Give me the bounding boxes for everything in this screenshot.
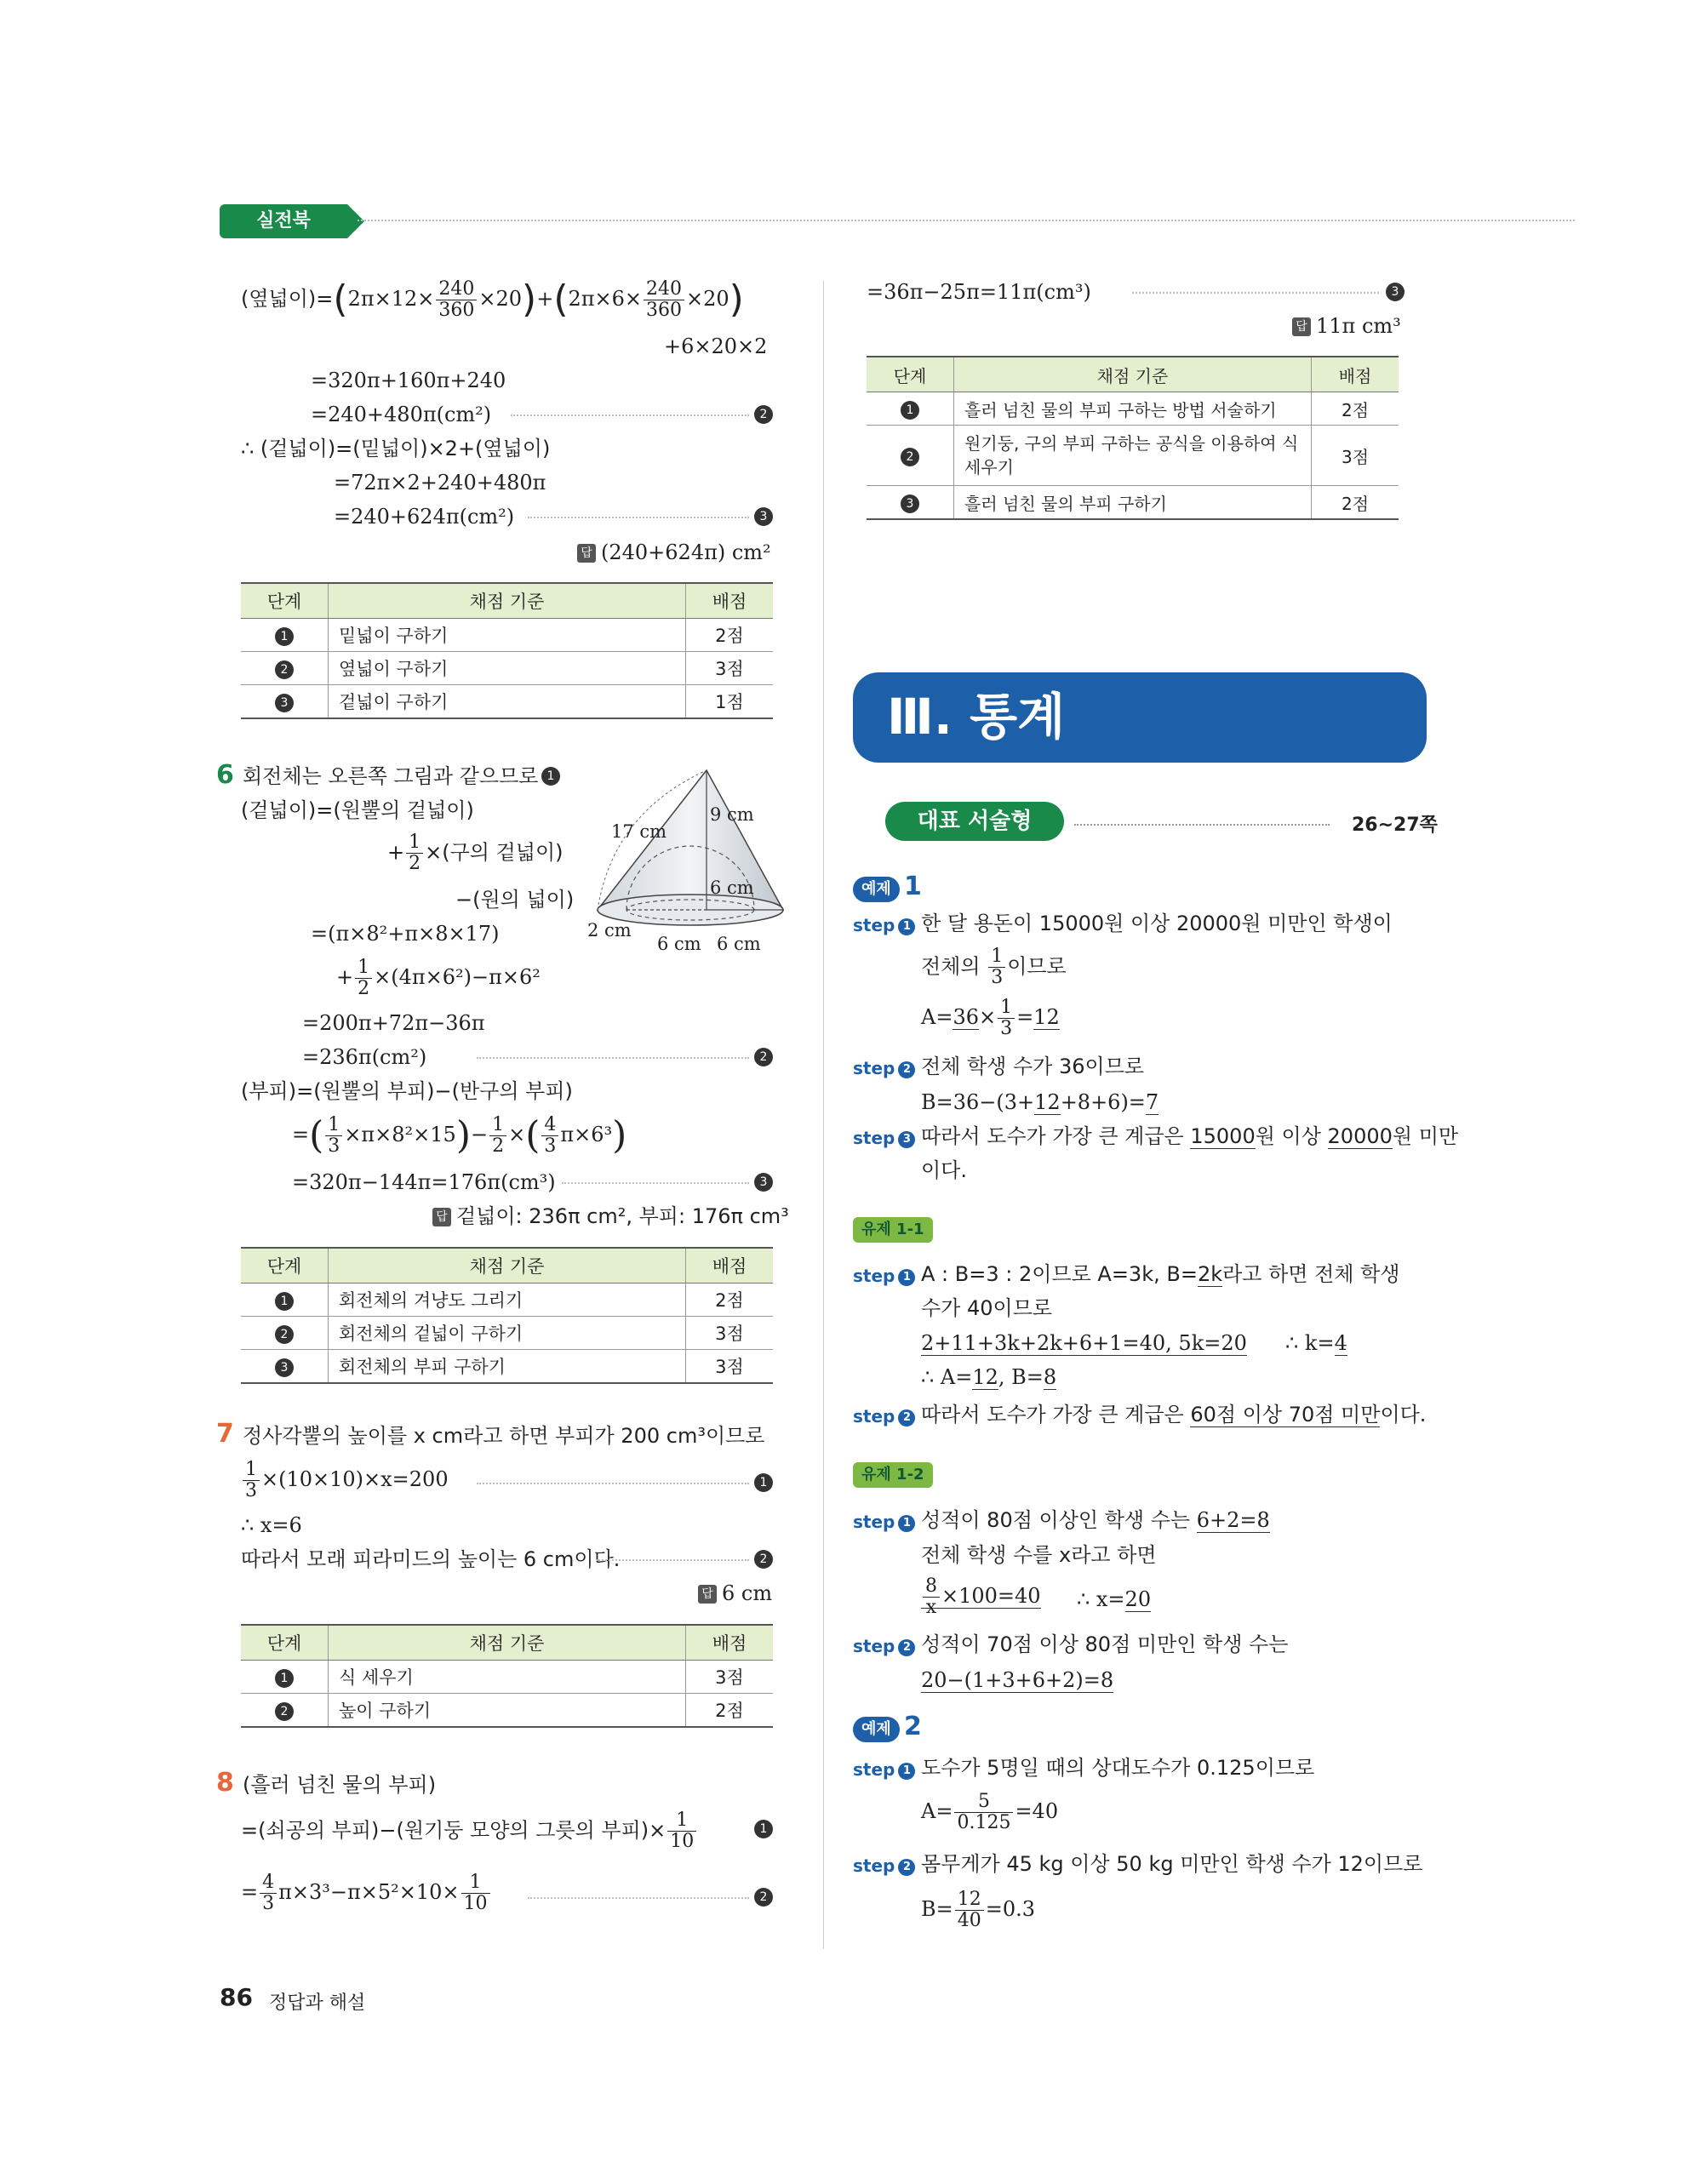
fig-label-radius: 6 cm [710,878,754,898]
yu12-s2-line2: 20−(1+3+6+2)=8 [921,1668,1114,1692]
table-row: 2 옆넓이 구하기 3점 [241,652,773,685]
p5-line3: =320π+160π+240 [311,369,506,392]
p8-score-table [867,356,1399,520]
fig-label-slant: 17 cm [611,821,667,842]
p8-cont-line1: =36π−25π=11π(cm³) [867,280,1091,304]
table-header: 배점 [686,583,774,619]
p7-line1: 정사각뿔의 높이를 x cm라고 하면 부피가 200 cm³이므로 [243,1424,765,1448]
table-header: 채점 기준 [329,1625,686,1661]
p6-line10: =( $\frac{1}{3}$ ×π×8²×15)− $\frac{1}{2}$ ×( $\frac{4}{3}$ π×6³) [292,1113,627,1158]
table-header: 단계 [241,1625,329,1661]
ex1-s1-line2: 전체의 $\frac{1}{3}$ 이므로 [921,946,1067,988]
answer-icon: 답 [432,1208,451,1226]
p6-line5: =(π×8²+π×8×17) [311,922,500,946]
p5-line4: =240+480π(cm²) [311,403,492,426]
dotted-leader [477,1483,749,1484]
ex1-s1-line1: 한 달 용돈이 15000원 이상 20000원 미만인 학생이 [921,912,1393,935]
p7-line3: ∴ x=6 [241,1513,302,1537]
ex1-s3-line1: 따라서 도수가 가장 큰 계급은 15000원 이상 20000원 미만 [921,1124,1459,1148]
table-row: 1 회전체의 겨냥도 그리기 2점 [241,1284,773,1317]
dotted-leader [562,1182,749,1184]
table-header: 채점 기준 [329,583,686,619]
p7-line4: 따라서 모래 피라미드의 높이는 6 cm이다. [241,1547,621,1571]
step-mark: 3 [754,507,773,526]
step-label: step 2 [853,1855,915,1876]
table-header: 단계 [241,583,329,619]
p6-line2: (겉넓이)=(원뿔의 겉넓이) [241,798,474,822]
yu11-s1-line4: ∴ A=12, B=8 [921,1365,1057,1389]
representative-heading: 대표 서술형 [885,802,1064,841]
step-mark: 2 [754,1888,773,1907]
p6-line8: =236π(cm²) [302,1045,427,1069]
dotted-leader [1132,292,1379,294]
yu12-s1-line3b: ∴ x=20 [1077,1587,1152,1611]
ex1-s3-line2: 이다. [921,1158,967,1182]
page-range: 26~27쪽 [1352,815,1438,836]
dotted-leader [477,1057,749,1059]
ex2-s2-line1: 몸무게가 45 kg 이상 50 kg 미만인 학생 수가 12이므로 [921,1852,1423,1876]
ex1-s1-line3: A=36× $\frac{1}{3}$ =12 [921,997,1060,1039]
ex2-s1-line2: A= $\frac{5}{0.125}$ =40 [921,1791,1059,1833]
table-header: 채점 기준 [329,1248,686,1284]
p7-answer: 답 6 cm [698,1579,772,1608]
p6-line11: =320π−144π=176π(cm³) [292,1170,556,1194]
problem-number: 8 [216,1768,234,1798]
example-number: 2 [904,1712,922,1741]
yu11-s1-line2: 수가 40이므로 [921,1296,1053,1320]
step-mark: 3 [754,1173,773,1192]
fig-label-height: 9 cm [710,804,754,825]
yu12-s1-line1: 성적이 80점 이상인 학생 수는 6+2=8 [921,1508,1270,1532]
dotted-rule [1074,824,1330,826]
yu12-s1-line2: 전체 학생 수를 x라고 하면 [921,1543,1157,1567]
fig-label-base2: 6 cm [717,934,761,954]
table-row: 2 높이 구하기 2점 [241,1694,773,1728]
p6-line9: (부피)=(원뿔의 부피)−(반구의 부피) [241,1079,573,1103]
table-header: 배점 [686,1248,774,1284]
example-badge: 예제 [853,877,900,902]
chapter-title: Ⅲ. 통계 [887,688,1066,746]
p5-line6: =72π×2+240+480π [334,471,546,495]
step-mark: 2 [754,1048,773,1066]
example-badge: 예제 [853,1717,900,1742]
table-row: 1 흘러 넘친 물의 부피 구하는 방법 서술하기 2점 [867,392,1399,426]
answer-icon: 답 [1292,317,1311,336]
step-label: step 1 [853,1512,915,1532]
dotted-leader [528,517,749,518]
p5-score-table [241,582,773,719]
table-header: 배점 [1312,357,1399,392]
dotted-leader [528,1897,749,1899]
table-row: 3 겉넓이 구하기 1점 [241,685,773,719]
chapter-banner [853,672,1427,763]
step-mark: 1 [754,1820,773,1838]
step-label: step 3 [853,1128,915,1148]
ex2-s2-line2: B= $\frac{12}{40}$ =0.3 [921,1889,1036,1931]
p8-line2: =(쇠공의 부피)−(원기둥 모양의 그릇의 부피)× $\frac{1}{10}$ [241,1810,698,1852]
step-mark: 1 [754,1473,773,1492]
table-row: 1 식 세우기 3점 [241,1661,773,1694]
table-header: 채점 기준 [954,357,1312,392]
table-row: 1 밑넓이 구하기 2점 [241,619,773,652]
p8-line3: = $\frac{4}{3}$ π×3³−π×5²×10× $\frac{1}{10}$ [241,1872,492,1914]
footer-label: 정답과 해설 [269,1992,366,2014]
table-header: 단계 [241,1248,329,1284]
problem-number: 7 [216,1419,234,1449]
p6-line3: + $\frac{1}{2}$ ×(구의 겉넓이) [387,832,564,874]
answer-icon: 답 [577,544,596,563]
table-header: 배점 [686,1625,774,1661]
p5-line5: ∴ (겉넓이)=(밑넓이)×2+(옆넓이) [241,437,551,460]
table-row: 2 원기둥, 구의 부피 구하는 공식을 이용하여 식 세우기 3점 [867,426,1399,486]
p6-answer: 답 겉넓이: 236π cm², 부피: 176π cm³ [432,1202,789,1231]
p6-line7: =200π+72π−36π [302,1011,485,1035]
dotted-leader [511,415,749,416]
fig-label-left: 2 cm [587,920,632,940]
answer-icon: 답 [698,1585,717,1604]
dotted-leader [596,1559,749,1561]
p5-answer: 답 (240+624π) cm² [577,538,771,567]
yu11-s1-line3: 2+11+3k+2k+6+1=40, 5k=20 [921,1331,1247,1355]
step-mark: 3 [1386,283,1405,301]
p8-line1: (흘러 넘친 물의 부피) [243,1773,437,1797]
step-label: step 2 [853,1636,915,1656]
p6-line1: 회전체는 오른쪽 그림과 같으므로 [243,764,539,788]
step-label: step 2 [853,1406,915,1426]
yu12-s1-line3: $\frac{8}{x}$ ×100=40 [921,1576,1041,1618]
exercise-badge: 유제 1-1 [853,1217,933,1243]
header-dotted-rule [358,220,1575,221]
p7-line2: $\frac{1}{3}$ ×(10×10)×x=200 [241,1460,449,1501]
yu12-s2-line1: 성적이 70점 이상 80점 미만인 학생 수는 [921,1632,1289,1656]
column-separator [823,281,824,1949]
yu11-s2-line1: 따라서 도수가 가장 큰 계급은 60점 이상 70점 미만이다. [921,1403,1427,1426]
section-tab: 실전북 [220,204,347,238]
p6-line4: −(원의 넓이) [455,888,575,912]
step-label: step 1 [853,915,915,935]
step-mark: 2 [754,405,773,424]
step-label: step 1 [853,1266,915,1286]
p6-score-table [241,1247,773,1384]
p5-line1: (옆넓이)=(2π×12× $\frac{240}{360}$ ×20)+(2π×6× $\frac{240}{360}$ ×20) [241,277,744,321]
table-row: 3 흘러 넘친 물의 부피 구하기 2점 [867,486,1399,520]
step-mark: 2 [754,1550,773,1569]
step-mark: 1 [541,767,560,786]
p8-answer: 답 11π cm³ [1292,312,1401,340]
p5-line2: +6×20×2 [664,334,768,358]
ex1-s2-line1: 전체 학생 수가 36이므로 [921,1055,1145,1078]
step-label: step 1 [853,1759,915,1780]
yu11-s1-line1: A : B=3 : 2이므로 A=3k, B=2k라고 하면 전체 학생 [921,1262,1400,1286]
problem-number: 6 [216,760,234,790]
p5-line7: =240+624π(cm²) [334,505,515,529]
exercise-badge: 유제 1-2 [853,1462,933,1488]
p6-line6: + $\frac{1}{2}$ ×(4π×6²)−π×6² [336,957,541,999]
step-label: step 2 [853,1058,915,1078]
table-row: 2 회전체의 겉넓이 구하기 3점 [241,1317,773,1350]
table-row: 3 회전체의 부피 구하기 3점 [241,1350,773,1384]
fig-label-base1: 6 cm [657,934,701,954]
yu11-s1-line3b: ∴ k=4 [1285,1331,1347,1355]
p7-score-table [241,1624,773,1728]
example-number: 1 [904,872,922,901]
ex1-s2-line2: B=36−(3+12+8+6)=7 [921,1090,1159,1114]
page-number: 86 [220,1983,253,2011]
table-header: 단계 [867,357,954,392]
ex2-s1-line1: 도수가 5명일 때의 상대도수가 0.125이므로 [921,1756,1315,1780]
